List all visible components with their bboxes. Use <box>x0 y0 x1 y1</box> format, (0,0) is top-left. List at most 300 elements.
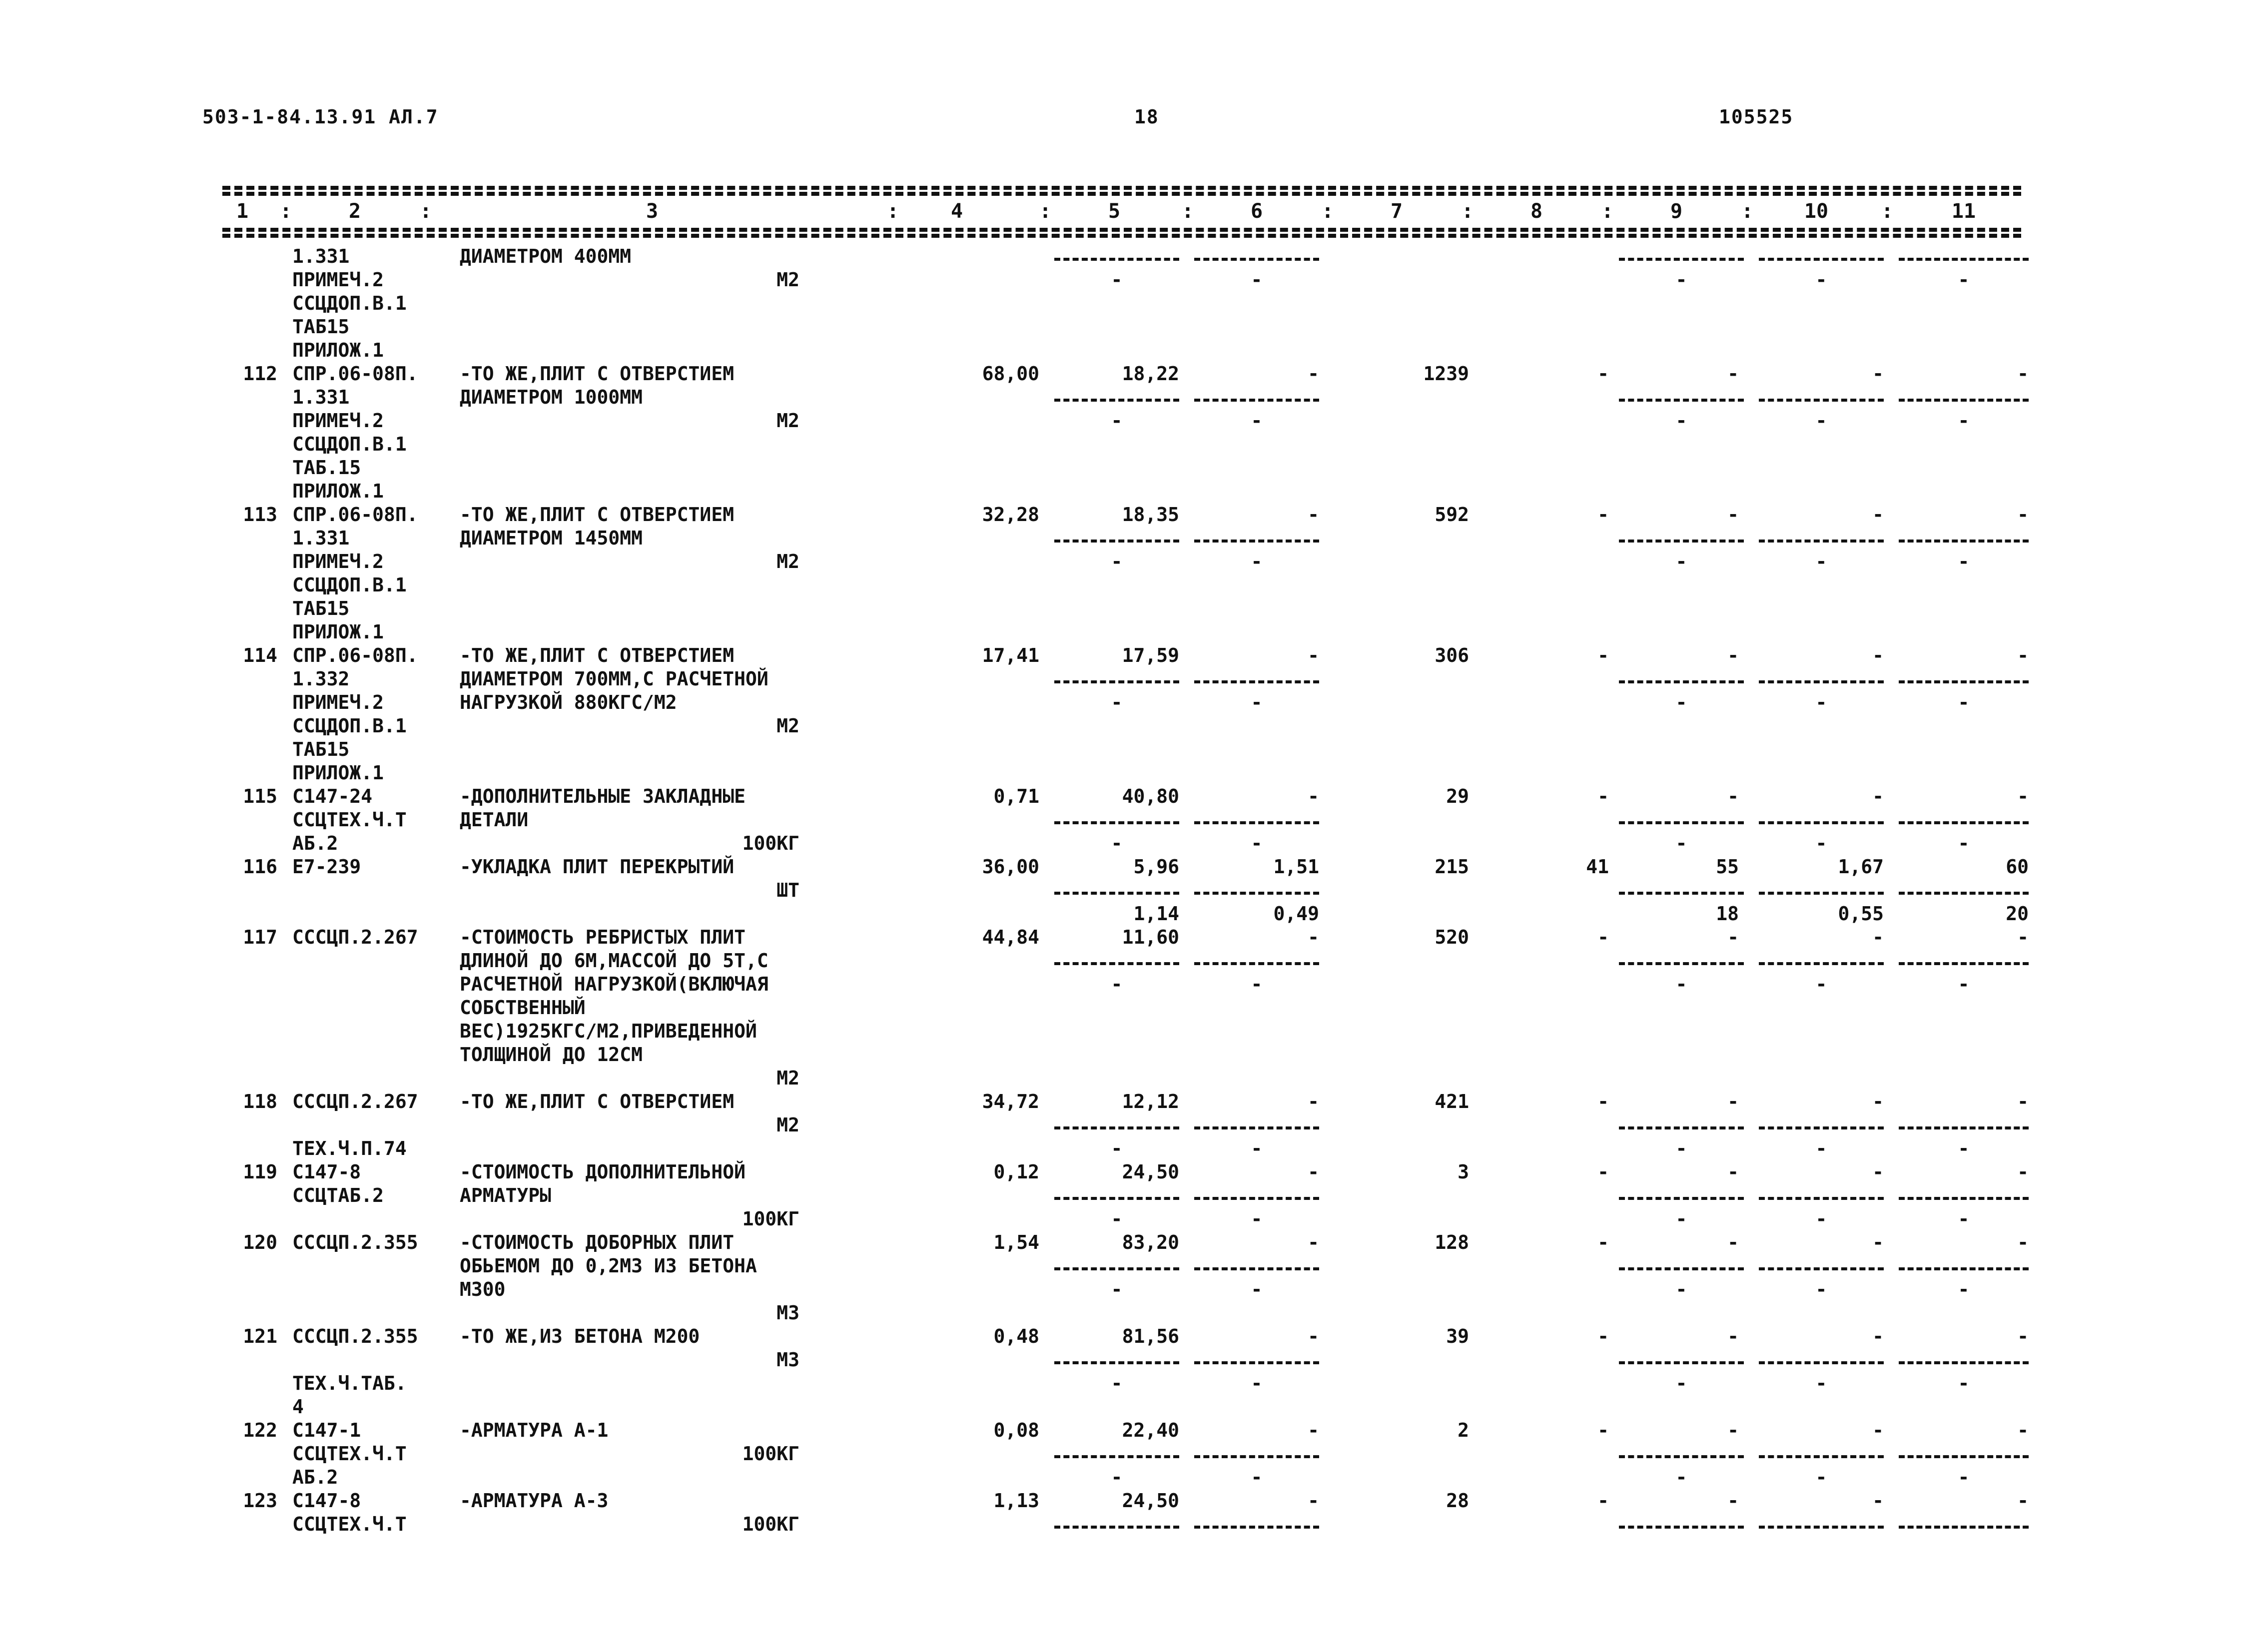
unit-of-measure: 100КГ <box>742 1443 799 1465</box>
empty-value-dash <box>1054 973 1179 996</box>
subtotal-underline <box>1619 1442 1744 1466</box>
empty-value-dash <box>1194 1207 1319 1231</box>
table-row-line <box>0 1513 2243 1536</box>
table-row-line <box>0 1231 2243 1254</box>
empty-value-dash <box>1619 832 1744 855</box>
total-wage: - <box>1597 1231 1609 1253</box>
norm-reference: ССЦТЕХ.Ч.Т <box>292 809 407 831</box>
table-row-line <box>0 292 2243 315</box>
quantity: 1,54 <box>993 1231 1039 1253</box>
norm-reference: ПРИМЕЧ.2 <box>292 269 384 291</box>
machine-wage: - <box>1872 1419 1884 1441</box>
unit-wage: - <box>1308 1490 1319 1512</box>
empty-value-dash <box>1054 268 1179 292</box>
total-wage: - <box>1597 1490 1609 1512</box>
norm-reference: СССЦП.2.267 <box>292 926 418 948</box>
subtotal-underline <box>1899 527 2029 550</box>
table-row-line <box>0 1184 2243 1207</box>
unit-cost: 24,50 <box>1122 1490 1179 1512</box>
total-wage: - <box>1597 926 1609 948</box>
norm-reference: ТЕХ.Ч.ТАБ. <box>292 1372 407 1394</box>
subtotal-underline <box>1899 1184 2029 1207</box>
table-row-line <box>0 1160 2243 1184</box>
unit-wage: - <box>1308 1091 1319 1112</box>
quantity: 1,13 <box>993 1490 1039 1512</box>
col-3-number: 3 <box>646 200 659 223</box>
total-cost: 128 <box>1435 1231 1469 1253</box>
labor-cost: - <box>2017 1231 2029 1253</box>
empty-value-dash <box>1619 973 1744 996</box>
col-9-number: 9 <box>1670 200 1683 223</box>
subtotal-underline <box>1054 808 1179 832</box>
table-row <box>0 1090 2243 1160</box>
table-row-line <box>0 573 2243 597</box>
machine-cost: - <box>1727 1325 1739 1347</box>
labor-cost: - <box>2017 644 2029 666</box>
row-number: 112 <box>243 363 277 385</box>
unit-wage: - <box>1308 1161 1319 1183</box>
subtotal-underline <box>1194 1113 1319 1137</box>
unit-cost: 17,59 <box>1122 644 1179 666</box>
total-wage: - <box>1597 1161 1609 1183</box>
empty-value-dash <box>1899 1137 2029 1160</box>
machine-cost: 55 <box>1716 856 1739 878</box>
labor-cost: - <box>2017 504 2029 526</box>
machine-wage: - <box>1872 504 1884 526</box>
col-8-number: 8 <box>1530 200 1543 223</box>
unit-wage: - <box>1308 926 1319 948</box>
norm-reference: СПР.06-08П. <box>292 363 418 385</box>
header-bottom-rule <box>222 228 2021 232</box>
unit-of-measure: М3 <box>776 1302 799 1324</box>
total-wage: - <box>1597 1419 1609 1441</box>
col-separator: : <box>887 200 899 223</box>
empty-value-dash <box>1194 691 1319 714</box>
subtotal-underline <box>1619 949 1744 973</box>
empty-value-dash <box>1899 1207 2029 1231</box>
subtotal-underline <box>1194 1442 1319 1466</box>
unit-of-measure: М2 <box>776 1114 799 1136</box>
col-separator: : <box>1039 200 1052 223</box>
work-description: РАСЧЕТНОЙ НАГРУЗКОЙ(ВКЛЮЧАЯ <box>460 973 768 995</box>
norm-reference: ПРИМЕЧ.2 <box>292 410 384 432</box>
subtotal-underline <box>1194 1254 1319 1278</box>
document-number: 105525 <box>1719 106 1794 128</box>
empty-value-dash <box>1899 973 2029 996</box>
labor-cost: 20 <box>2006 903 2029 925</box>
table-row-line <box>0 1466 2243 1489</box>
empty-value-dash <box>1054 1207 1179 1231</box>
labor-cost: - <box>2017 1161 2029 1183</box>
subtotal-underline <box>1759 808 1884 832</box>
norm-reference: С147-1 <box>292 1419 361 1441</box>
machine-cost: - <box>1727 504 1739 526</box>
table-row <box>0 503 2243 644</box>
table-row-line <box>0 1442 2243 1466</box>
table-top-rule <box>222 186 2021 190</box>
work-description: -ТО ЖЕ,ПЛИТ С ОТВЕРСТИЕМ <box>460 504 735 526</box>
norm-reference: ПРИЛОЖ.1 <box>292 762 384 784</box>
table-row <box>0 926 2243 1090</box>
unit-cost: 22,40 <box>1122 1419 1179 1441</box>
total-cost: 520 <box>1435 926 1469 948</box>
subtotal-underline <box>1759 245 1884 268</box>
table-row-line <box>0 620 2243 644</box>
unit-cost: 18,22 <box>1122 363 1179 385</box>
table-row <box>0 1160 2243 1231</box>
machine-cost: - <box>1727 1490 1739 1512</box>
work-description: -УКЛАДКА ПЛИТ ПЕРЕКРЫТИЙ <box>460 856 735 878</box>
unit-of-measure: М2 <box>776 410 799 432</box>
col-separator: : <box>1182 200 1194 223</box>
work-description: ДИАМЕТРОМ 1450ММ <box>460 527 643 549</box>
quantity: 36,00 <box>982 856 1039 878</box>
unit-cost: 40,80 <box>1122 785 1179 807</box>
empty-value-dash <box>1194 832 1319 855</box>
row-number: 118 <box>243 1091 277 1112</box>
norm-reference: ССЦТЕХ.Ч.Т <box>292 1443 407 1465</box>
norm-reference: ТАБ15 <box>292 316 350 338</box>
quantity: 32,28 <box>982 504 1039 526</box>
table-row-line <box>0 1325 2243 1348</box>
empty-value-dash <box>1619 1466 1744 1489</box>
work-description: НАГРУЗКОЙ 880КГС/М2 <box>460 691 677 713</box>
unit-cost: 1,14 <box>1133 903 1179 925</box>
quantity: 44,84 <box>982 926 1039 948</box>
norm-reference: СССЦП.2.355 <box>292 1325 418 1347</box>
subtotal-underline <box>1194 386 1319 409</box>
norm-reference: 4 <box>292 1396 304 1418</box>
subtotal-underline <box>1619 808 1744 832</box>
machine-wage: - <box>1872 1490 1884 1512</box>
document-code: 503-1-84.13.91 АЛ.7 <box>202 106 439 128</box>
labor-cost: - <box>2017 926 2029 948</box>
subtotal-underline <box>1619 1254 1744 1278</box>
table-row <box>0 1419 2243 1489</box>
subtotal-underline <box>1054 527 1179 550</box>
empty-value-dash <box>1054 691 1179 714</box>
table-row-line <box>0 1489 2243 1513</box>
table-row-line <box>0 1419 2243 1442</box>
work-description: -ТО ЖЕ,ИЗ БЕТОНА М200 <box>460 1325 700 1347</box>
estimate-table-body <box>0 245 2243 1536</box>
norm-reference: АБ.2 <box>292 832 338 854</box>
labor-cost: - <box>2017 363 2029 385</box>
work-description: ДИАМЕТРОМ 700ММ,С РАСЧЕТНОЙ <box>460 668 768 690</box>
row-number: 120 <box>243 1231 277 1253</box>
col-11-number: 11 <box>1951 200 1976 223</box>
machine-cost: - <box>1727 644 1739 666</box>
quantity: 0,12 <box>993 1161 1039 1183</box>
table-row <box>0 1325 2243 1419</box>
machine-cost: 18 <box>1716 903 1739 925</box>
quantity: 34,72 <box>982 1091 1039 1112</box>
table-row <box>0 362 2243 503</box>
empty-value-dash <box>1194 1372 1319 1395</box>
subtotal-underline <box>1899 1113 2029 1137</box>
table-row-line <box>0 667 2243 691</box>
table-row-line <box>0 339 2243 362</box>
subtotal-underline <box>1619 1113 1744 1137</box>
norm-reference: ССЦТЕХ.Ч.Т <box>292 1513 407 1535</box>
table-row-line <box>0 597 2243 620</box>
subtotal-underline <box>1899 949 2029 973</box>
machine-cost: - <box>1727 1231 1739 1253</box>
norm-reference: 1.332 <box>292 668 350 690</box>
empty-value-dash <box>1054 1137 1179 1160</box>
subtotal-underline <box>1054 1513 1179 1536</box>
work-description: -АРМАТУРА А-3 <box>460 1490 609 1512</box>
labor-cost: - <box>2017 785 2029 807</box>
empty-value-dash <box>1899 832 2029 855</box>
subtotal-underline <box>1759 1348 1884 1372</box>
table-row-line <box>0 1090 2243 1113</box>
norm-reference: ПРИЛОЖ.1 <box>292 480 384 502</box>
empty-value-dash <box>1759 1372 1884 1395</box>
norm-reference: ТАБ15 <box>292 738 350 760</box>
row-number: 119 <box>243 1161 277 1183</box>
col-7-number: 7 <box>1390 200 1403 223</box>
subtotal-underline <box>1899 245 2029 268</box>
machine-cost: - <box>1727 1091 1739 1112</box>
labor-cost: 60 <box>2006 856 2029 878</box>
total-wage: - <box>1597 644 1609 666</box>
unit-wage: - <box>1308 363 1319 385</box>
norm-reference: ТАБ15 <box>292 597 350 619</box>
unit-wage: - <box>1308 1325 1319 1347</box>
subtotal-underline <box>1054 245 1179 268</box>
norm-reference: ССЦДОП.В.1 <box>292 292 407 314</box>
norm-reference: СССЦП.2.355 <box>292 1231 418 1253</box>
work-description: -ТО ЖЕ,ПЛИТ С ОТВЕРСТИЕМ <box>460 644 735 666</box>
subtotal-underline <box>1619 245 1744 268</box>
total-wage: - <box>1597 504 1609 526</box>
table-row-line <box>0 503 2243 527</box>
total-cost: 28 <box>1446 1490 1469 1512</box>
total-cost: 3 <box>1458 1161 1469 1183</box>
subtotal-underline <box>1054 667 1179 691</box>
empty-value-dash <box>1194 268 1319 292</box>
empty-value-dash <box>1759 1466 1884 1489</box>
subtotal-underline <box>1759 667 1884 691</box>
empty-value-dash <box>1759 973 1884 996</box>
machine-cost: - <box>1727 926 1739 948</box>
labor-cost: - <box>2017 1325 2029 1347</box>
subtotal-underline <box>1619 879 1744 902</box>
table-row-line <box>0 1067 2243 1090</box>
subtotal-underline <box>1194 1513 1319 1536</box>
table-row-line <box>0 785 2243 808</box>
table-row-line <box>0 644 2243 667</box>
empty-value-dash <box>1759 409 1884 433</box>
empty-value-dash <box>1759 832 1884 855</box>
table-row-line <box>0 245 2243 268</box>
unit-of-measure: 100КГ <box>742 1513 799 1535</box>
work-description: -ДОПОЛНИТЕЛЬНЫЕ ЗАКЛАДНЫЕ <box>460 785 746 807</box>
row-number: 113 <box>243 504 277 526</box>
work-description: ОБЬЕМОМ ДО 0,2М3 ИЗ БЕТОНА <box>460 1255 757 1277</box>
empty-value-dash <box>1619 691 1744 714</box>
subtotal-underline <box>1619 527 1744 550</box>
labor-cost: - <box>2017 1419 2029 1441</box>
table-row <box>0 785 2243 855</box>
row-number: 123 <box>243 1490 277 1512</box>
empty-value-dash <box>1899 1466 2029 1489</box>
unit-cost: 24,50 <box>1122 1161 1179 1183</box>
norm-reference: ПРИЛОЖ.1 <box>292 339 384 361</box>
empty-value-dash <box>1194 973 1319 996</box>
norm-reference: 1.331 <box>292 386 350 408</box>
empty-value-dash <box>1619 1137 1744 1160</box>
page-number: 18 <box>1134 106 1159 128</box>
work-description: ДИАМЕТРОМ 1000ММ <box>460 386 643 408</box>
work-description: -СТОИМОСТЬ ДОПОЛНИТЕЛЬНОЙ <box>460 1161 746 1183</box>
row-number: 116 <box>243 856 277 878</box>
total-cost: 592 <box>1435 504 1469 526</box>
unit-wage: - <box>1308 644 1319 666</box>
subtotal-underline <box>1194 245 1319 268</box>
table-row-line <box>0 855 2243 879</box>
table-row <box>0 1231 2243 1325</box>
subtotal-underline <box>1759 1113 1884 1137</box>
empty-value-dash <box>1759 550 1884 573</box>
empty-value-dash <box>1054 550 1179 573</box>
machine-wage: 0,55 <box>1838 903 1884 925</box>
subtotal-underline <box>1759 1184 1884 1207</box>
total-cost: 421 <box>1435 1091 1469 1112</box>
norm-reference: 1.331 <box>292 527 350 549</box>
col-separator: : <box>280 200 292 223</box>
norm-reference: СПР.06-08П. <box>292 504 418 526</box>
unit-of-measure: М2 <box>776 715 799 737</box>
empty-value-dash <box>1619 1207 1744 1231</box>
empty-value-dash <box>1899 268 2029 292</box>
unit-cost: 18,35 <box>1122 504 1179 526</box>
empty-value-dash <box>1899 1278 2029 1301</box>
norm-reference: 1.331 <box>292 245 350 267</box>
empty-value-dash <box>1619 409 1744 433</box>
work-description: -СТОИМОСТЬ РЕБРИСТЫХ ПЛИТ <box>460 926 746 948</box>
machine-wage: - <box>1872 1231 1884 1253</box>
unit-of-measure: М3 <box>776 1349 799 1371</box>
subtotal-underline <box>1759 527 1884 550</box>
empty-value-dash <box>1759 268 1884 292</box>
unit-of-measure: 100КГ <box>742 832 799 854</box>
norm-reference: ССЦДОП.В.1 <box>292 715 407 737</box>
table-row-line <box>0 1301 2243 1325</box>
table-row-line <box>0 973 2243 996</box>
table-row-line <box>0 714 2243 738</box>
table-row-line <box>0 1372 2243 1395</box>
total-wage: - <box>1597 1091 1609 1112</box>
work-description: -СТОИМОСТЬ ДОБОРНЫХ ПЛИТ <box>460 1231 735 1253</box>
unit-of-measure: М2 <box>776 551 799 572</box>
table-row <box>0 1489 2243 1536</box>
empty-value-dash <box>1899 550 2029 573</box>
subtotal-underline <box>1054 949 1179 973</box>
col-10-number: 10 <box>1804 200 1829 223</box>
table-row-line <box>0 1137 2243 1160</box>
table-row <box>0 855 2243 926</box>
unit-cost: 12,12 <box>1122 1091 1179 1112</box>
col-separator: : <box>420 200 432 223</box>
total-wage: 41 <box>1586 856 1609 878</box>
table-row-line <box>0 691 2243 714</box>
table-row-line <box>0 268 2243 292</box>
machine-wage: - <box>1872 644 1884 666</box>
labor-cost: - <box>2017 1490 2029 1512</box>
work-description: АРМАТУРЫ <box>460 1184 552 1206</box>
subtotal-underline <box>1619 1513 1744 1536</box>
empty-value-dash <box>1194 409 1319 433</box>
empty-value-dash <box>1899 1372 2029 1395</box>
empty-value-dash <box>1054 1372 1179 1395</box>
subtotal-underline <box>1619 1184 1744 1207</box>
table-row-line <box>0 433 2243 456</box>
norm-reference: С147-24 <box>292 785 373 807</box>
total-cost: 1239 <box>1423 363 1469 385</box>
empty-value-dash <box>1619 268 1744 292</box>
subtotal-underline <box>1194 667 1319 691</box>
table-row-line <box>0 738 2243 761</box>
unit-wage: - <box>1308 1231 1319 1253</box>
empty-value-dash <box>1619 550 1744 573</box>
subtotal-underline <box>1759 386 1884 409</box>
empty-value-dash <box>1194 1137 1319 1160</box>
row-number: 121 <box>243 1325 277 1347</box>
machine-cost: - <box>1727 1161 1739 1183</box>
table-row-line <box>0 1207 2243 1231</box>
subtotal-underline <box>1899 667 2029 691</box>
total-wage: - <box>1597 363 1609 385</box>
total-cost: 29 <box>1446 785 1469 807</box>
table-row-line <box>0 1113 2243 1137</box>
unit-wage: - <box>1308 504 1319 526</box>
norm-reference: ССЦДОП.В.1 <box>292 433 407 455</box>
unit-cost: 5,96 <box>1133 856 1179 878</box>
unit-cost: 11,60 <box>1122 926 1179 948</box>
empty-value-dash <box>1759 1137 1884 1160</box>
total-cost: 306 <box>1435 644 1469 666</box>
unit-wage: - <box>1308 785 1319 807</box>
subtotal-underline <box>1194 527 1319 550</box>
norm-reference: С147-8 <box>292 1490 361 1512</box>
subtotal-underline <box>1759 1442 1884 1466</box>
subtotal-underline <box>1619 1348 1744 1372</box>
row-number: 117 <box>243 926 277 948</box>
empty-value-dash <box>1759 1278 1884 1301</box>
quantity: 0,71 <box>993 785 1039 807</box>
col-separator: : <box>1322 200 1334 223</box>
unit-cost: 83,20 <box>1122 1231 1179 1253</box>
machine-wage: - <box>1872 1161 1884 1183</box>
machine-cost: - <box>1727 785 1739 807</box>
table-row-line <box>0 879 2243 902</box>
table-top-rule-2 <box>222 192 2021 196</box>
machine-cost: - <box>1727 363 1739 385</box>
table-row-line <box>0 550 2243 573</box>
subtotal-underline <box>1759 1254 1884 1278</box>
unit-wage: 1,51 <box>1273 856 1319 878</box>
subtotal-underline <box>1194 808 1319 832</box>
machine-wage: - <box>1872 363 1884 385</box>
unit-of-measure: М2 <box>776 269 799 291</box>
work-description: ТОЛЩИНОЙ ДО 12СМ <box>460 1044 643 1066</box>
norm-reference: ТАБ.15 <box>292 457 361 479</box>
table-row-line <box>0 1395 2243 1419</box>
work-description: ДЕТАЛИ <box>460 809 529 831</box>
table-row-line <box>0 480 2243 503</box>
